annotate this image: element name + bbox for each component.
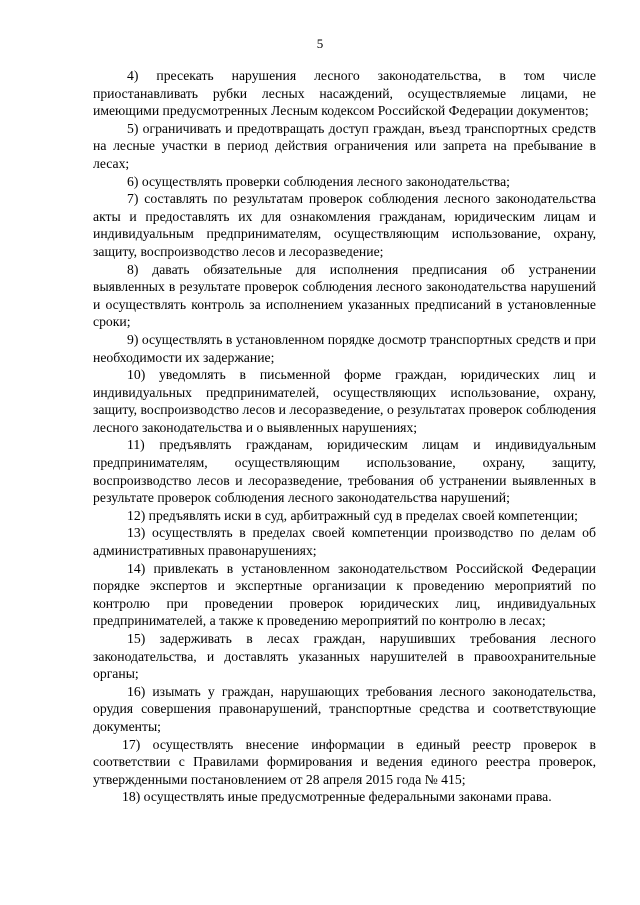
paragraph-item-18: 18) осуществлять иные предусмотренные федеральными законами права. [122,789,552,805]
paragraph-item-10: 10) уведомлять в письменной форме граждан, юридических лиц и индивидуальных предпринимателей, осуществляющих использование, охрану, защиту, воспроизводство лесов и лесоразведение, о результатах проверок соблюдения лесного законодательства и о выявленных нарушениях; [93,367,596,435]
paragraph-item-11: 11) предъявлять гражданам, юридическим лицам и индивидуальным предпринимателям, осуществляющим использование, охрану, защиту, воспроизводство лесов и лесоразведение, требования об устранении выявленных в результате проверок соблюдения лесного законодательства нарушений; [93,437,596,506]
paragraph-item-9: 9) осуществлять в установленном порядке досмотр транспортных средств и при необходимости их задержание; [93,331,596,365]
paragraph-item-6: 6) осуществлять проверки соблюдения лесного законодательства; [127,173,510,189]
paragraph-item-14: 14) привлекать в установленном законодательством Российской Федерации порядке экспертов и экспертные организации к проведению мероприятий по контролю при проведении проверок юридических лиц, индивидуальных предпринимателей, а также к проведению мероприятий по контролю в лесах; [93,560,596,629]
paragraph-item-16: 16) изымать у граждан, нарушающих требования лесного законодательства, орудия совершения правонарушений, транспортные средства и соответствующие документы; [93,683,596,734]
paragraph-item-8: 8) давать обязательные для исполнения предписания об устранении выявленных в результате проверок соблюдения лесного законодательства нарушений и осуществлять контроль за исполнением указанных предписаний в установленные сроки; [93,261,596,330]
paragraph-item-13: 13) осуществлять в пределах своей компетенции производство по делам об административных правонарушениях; [93,525,596,559]
paragraph-item-5: 5) ограничивать и предотвращать доступ граждан, въезд транспортных средств на лесные участки в период действия ограничения или запрета на пребывание в лесах; [93,120,596,171]
document-body [93,67,596,806]
paragraph-item-12: 12) предъявлять иски в суд, арбитражный суд в пределах своей компетенции; [127,507,578,523]
page-number: 5 [316,36,324,51]
paragraph-item-15: 15) задерживать в лесах граждан, нарушивших требования лесного законодательства, и доставлять указанных нарушителей в правоохранительные органы; [93,631,596,682]
paragraph-item-17: 17) осуществлять внесение информации в единый реестр проверок в соответствии с Правилами формирования и ведения единого реестра проверок, утвержденными постановлением от 28 апреля 2015 года № 415; [93,736,596,787]
paragraph-item-7: 7) составлять по результатам проверок соблюдения лесного законодательства акты и предоставлять их для ознакомления гражданам, юридическим лицам и индивидуальным предпринимателям, осуществляющим использование, охрану, защиту, воспроизводство лесов и лесоразведение; [93,191,596,259]
paragraph-item-4: 4) пресекать нарушения лесного законодательства, в том числе приостанавливать рубки лесных насаждений, осуществляемые лицами, не имеющими предусмотренных Лесным кодексом Российской Федерации документов; [93,68,596,119]
